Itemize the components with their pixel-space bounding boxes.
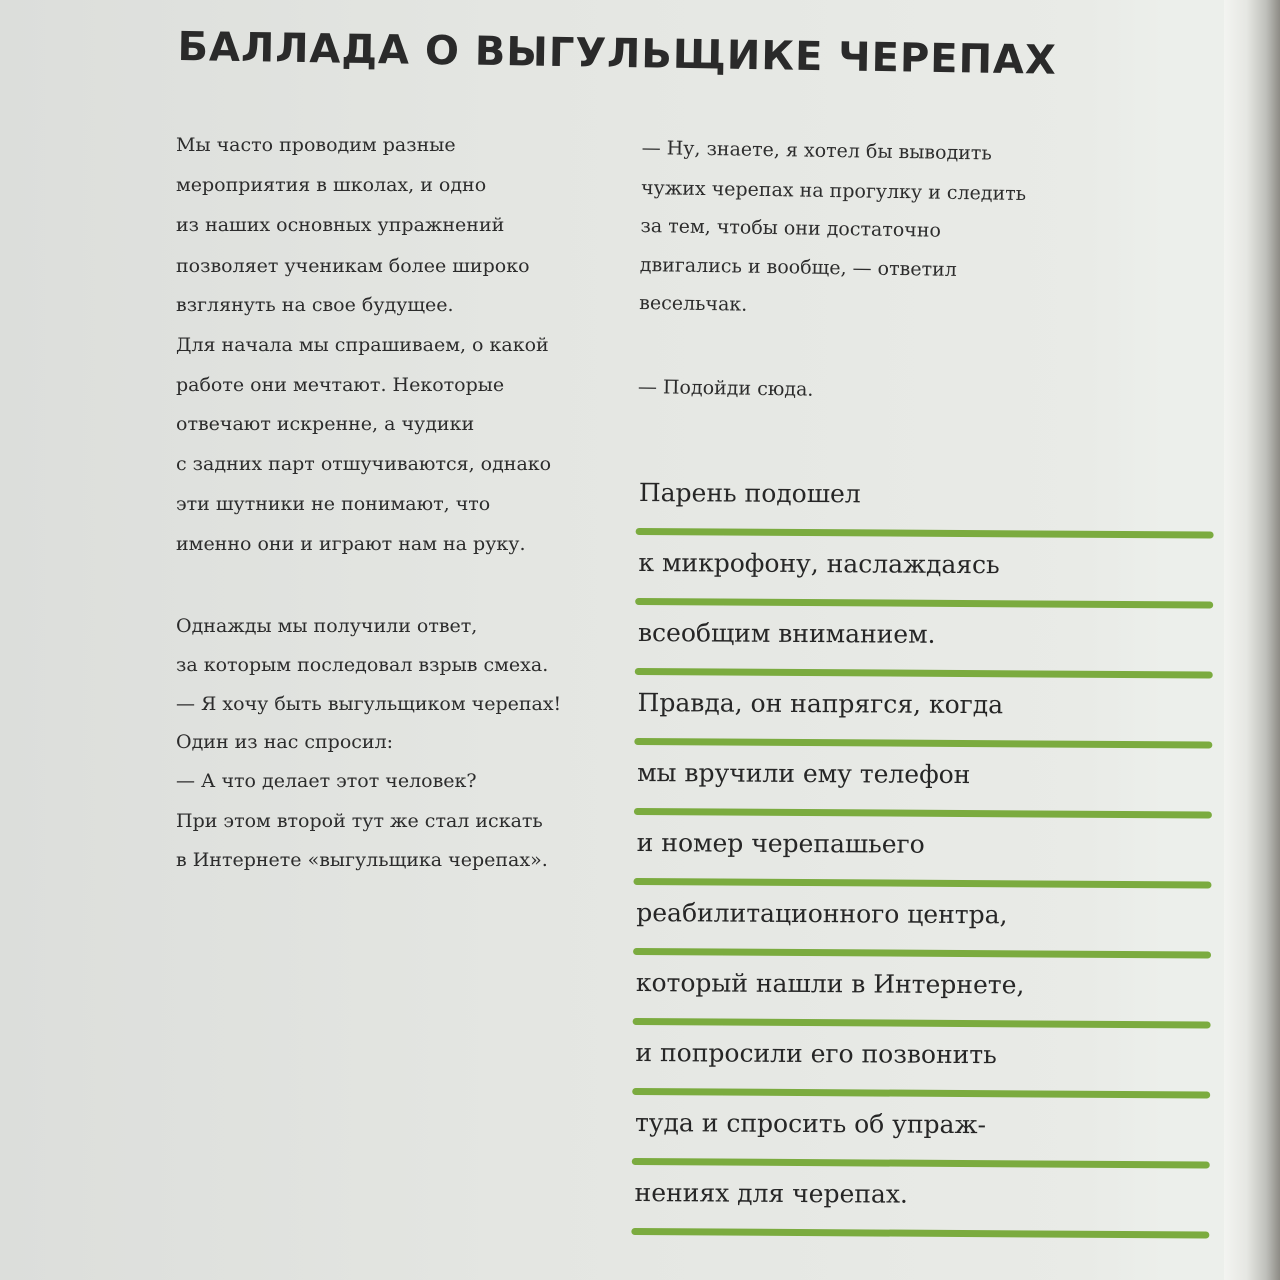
body-line: При этом второй тут же стал искать bbox=[176, 810, 543, 832]
body-line: позволяет ученикам более широко bbox=[176, 255, 530, 277]
highlight-row bbox=[634, 752, 1214, 826]
highlight-row bbox=[632, 1102, 1212, 1176]
highlight-line: к микрофону, наслаждаясь bbox=[638, 548, 1000, 580]
highlight-line: туда и спросить об упраж- bbox=[634, 1108, 987, 1140]
body-line: чужих черепах на прогулку и следить bbox=[640, 176, 1027, 206]
highlight-line: и попросили его позвонить bbox=[635, 1038, 997, 1070]
body-line: — А что делает этот человек? bbox=[176, 770, 477, 792]
body-line: в Интернете «выгульщика черепах». bbox=[176, 849, 548, 871]
body-line: эти шутники не понимают, что bbox=[176, 493, 491, 515]
body-line: Однажды мы получили ответ, bbox=[176, 615, 478, 637]
body-line: Для начала мы спрашиваем, о какой bbox=[176, 334, 549, 356]
body-line: из наших основных упражнений bbox=[176, 214, 505, 236]
highlight-underline bbox=[633, 1018, 1211, 1029]
highlight-line: и номер черепашьего bbox=[636, 828, 925, 859]
body-line: за тем, чтобы они достаточно bbox=[640, 214, 942, 242]
highlight-row bbox=[633, 892, 1213, 966]
body-line: взглянуть на свое будущее. bbox=[176, 294, 454, 316]
body-line: мероприятия в школах, и одно bbox=[176, 174, 487, 196]
book-gutter bbox=[1224, 0, 1280, 1280]
body-line: работе они мечтают. Некоторые bbox=[176, 374, 505, 396]
body-line: — Подойди сюда. bbox=[637, 375, 814, 401]
highlight-line: который нашли в Интернете, bbox=[635, 968, 1025, 1000]
highlight-row bbox=[631, 1172, 1211, 1246]
highlight-line: реабилитационного центра, bbox=[636, 898, 1008, 930]
body-line: двигались и вообще, — ответил bbox=[639, 253, 957, 281]
highlight-underline bbox=[632, 1158, 1210, 1169]
body-line: Один из нас спросил: bbox=[176, 731, 394, 753]
highlight-underline bbox=[633, 948, 1211, 959]
body-line: весельчак. bbox=[639, 291, 748, 316]
highlight-row bbox=[632, 1032, 1212, 1106]
highlight-row bbox=[634, 682, 1214, 756]
highlight-row bbox=[633, 962, 1213, 1036]
page-title: БАЛЛАДА О ВЫГУЛЬЩИКЕ ЧЕРЕПАХ bbox=[177, 24, 1058, 84]
highlight-row bbox=[635, 542, 1215, 616]
highlight-underline bbox=[631, 1228, 1209, 1239]
highlight-underline bbox=[634, 738, 1212, 749]
highlight-underline bbox=[635, 668, 1213, 679]
body-line: именно они и играют нам на руку. bbox=[176, 533, 526, 555]
highlight-line: Правда, он напрягся, когда bbox=[637, 688, 1004, 720]
highlight-line: Парень подошел bbox=[638, 478, 861, 509]
highlight-underline bbox=[633, 878, 1211, 889]
highlight-line: мы вручили ему телефон bbox=[637, 758, 971, 790]
highlight-line: всеобщим вниманием. bbox=[637, 618, 936, 649]
highlight-underline bbox=[636, 528, 1214, 539]
body-line: за которым последовал взрыв смеха. bbox=[176, 654, 549, 676]
highlight-underline bbox=[634, 808, 1212, 819]
body-line: Мы часто проводим разные bbox=[176, 134, 456, 156]
body-line: с задних парт отшучиваются, однако bbox=[176, 453, 552, 475]
highlight-underline bbox=[632, 1088, 1210, 1099]
body-line: отвечают искренне, а чудики bbox=[176, 413, 475, 435]
highlight-row bbox=[633, 822, 1213, 896]
highlight-row bbox=[636, 472, 1216, 546]
highlight-underline bbox=[635, 598, 1213, 609]
highlight-line: нениях для черепах. bbox=[634, 1178, 909, 1209]
body-line: — Я хочу быть выгульщиком черепах! bbox=[176, 693, 562, 715]
highlighted-passage bbox=[631, 472, 1216, 1256]
body-line: — Ну, знаете, я хотел бы выводить bbox=[641, 136, 992, 165]
highlight-row bbox=[635, 612, 1215, 686]
